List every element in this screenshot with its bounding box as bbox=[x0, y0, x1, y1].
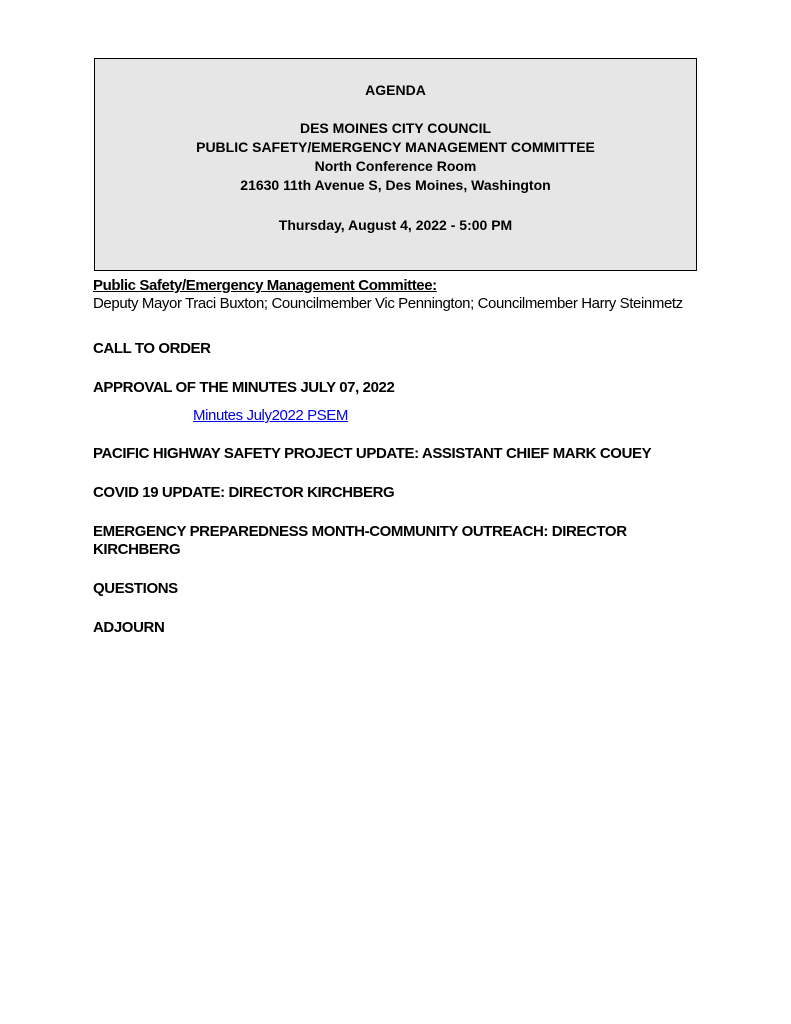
agenda-item-emergency-preparedness: EMERGENCY PREPAREDNESS MONTH-COMMUNITY OUTREACH: DIRECTOR KIRCHBERG bbox=[93, 523, 627, 558]
agenda-item-pacific-highway: PACIFIC HIGHWAY SAFETY PROJECT UPDATE: ASSISTANT CHIEF MARK COUEY bbox=[93, 445, 652, 462]
committee-name: PUBLIC SAFETY/EMERGENCY MANAGEMENT COMMITTEE bbox=[196, 139, 595, 155]
council-name: DES MOINES CITY COUNCIL bbox=[299, 120, 492, 136]
meeting-datetime: Thursday, August 4, 2022 - 5:00 PM bbox=[278, 217, 513, 233]
committee-members: Deputy Mayor Traci Buxton; Councilmember Vic Pennington; Councilmember Harry Steinmetz bbox=[93, 295, 683, 312]
meeting-room: North Conference Room bbox=[314, 158, 477, 174]
agenda-item-questions: QUESTIONS bbox=[93, 580, 178, 597]
agenda-item-adjourn: ADJOURN bbox=[93, 619, 165, 636]
agenda-header-box bbox=[94, 58, 697, 271]
minutes-document-link[interactable]: Minutes July2022 PSEM bbox=[193, 407, 349, 424]
agenda-title: AGENDA bbox=[365, 82, 426, 98]
committee-heading: Public Safety/Emergency Management Committee: bbox=[93, 277, 437, 294]
agenda-item-call-to-order: CALL TO ORDER bbox=[93, 340, 211, 357]
meeting-address: 21630 11th Avenue S, Des Moines, Washington bbox=[240, 177, 551, 193]
minutes-link-row bbox=[93, 407, 713, 425]
agenda-item-approval-minutes: APPROVAL OF THE MINUTES JULY 07, 2022 bbox=[93, 379, 395, 396]
agenda-body bbox=[93, 277, 713, 637]
agenda-item-covid-update: COVID 19 UPDATE: DIRECTOR KIRCHBERG bbox=[93, 484, 395, 501]
